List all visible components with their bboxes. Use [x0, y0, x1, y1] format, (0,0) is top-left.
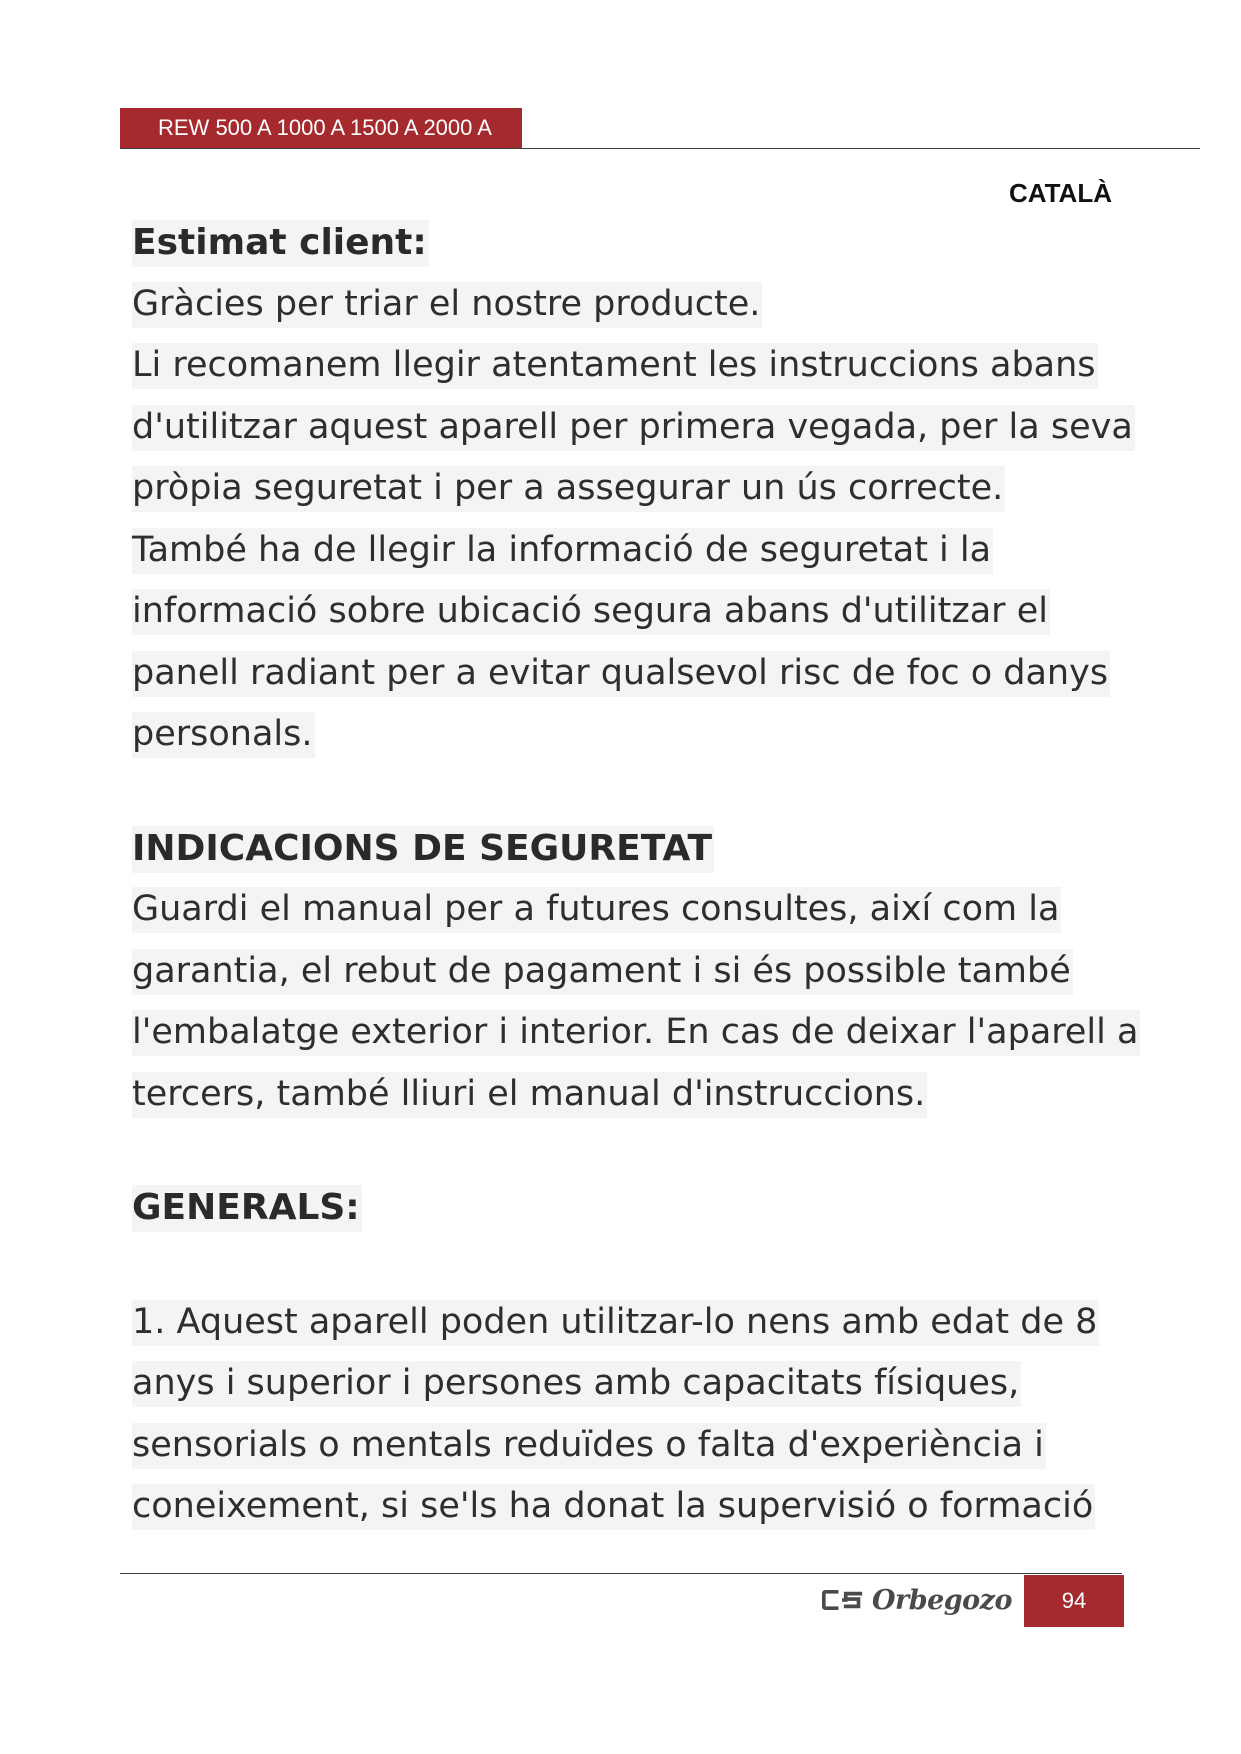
general-line: anys i superior i persones amb capacitats físiques,	[132, 1353, 1021, 1415]
safety-line: Guardi el manual per a futures consultes, així com la	[132, 879, 1061, 941]
intro-line: informació sobre ubicació segura abans d'utilitzar el	[132, 581, 1050, 643]
intro-line: personals.	[132, 704, 315, 766]
intro-line: pròpia seguretat i per a assegurar un ús correcte.	[132, 458, 1005, 520]
footer-divider	[120, 1573, 1122, 1574]
general-line: sensorials o mentals reduïdes o falta d'experiència i	[132, 1415, 1046, 1477]
section-spacer	[132, 766, 1132, 818]
greeting-heading: Estimat client:	[132, 212, 429, 274]
general-line: coneixement, si se'ls ha donat la supervisió o formació	[132, 1476, 1095, 1538]
brand-logo	[822, 1578, 1012, 1622]
document-model-tab: REW 500 A 1000 A 1500 A 2000 A	[120, 108, 522, 148]
general-line: 1. Aquest aparell poden utilitzar-lo nens amb edat de 8	[132, 1292, 1099, 1354]
page-content	[132, 212, 1139, 1538]
brand-name: Orbegozo	[871, 1584, 1012, 1616]
language-label: CATALÀ	[1008, 178, 1112, 208]
section-spacer	[132, 1125, 1132, 1177]
safety-line: garantia, el rebut de pagament i si és possible també	[132, 941, 1073, 1003]
safety-heading: INDICACIONS DE SEGURETAT	[132, 818, 714, 880]
intro-line: Li recomanem llegir atentament les instruccions abans	[132, 335, 1098, 397]
general-heading: GENERALS:	[132, 1177, 362, 1239]
page-number: 94	[1024, 1575, 1124, 1627]
intro-line: d'utilitzar aquest aparell per primera vegada, per la seva	[132, 397, 1135, 459]
section-spacer	[132, 1239, 1132, 1292]
safety-line: l'embalatge exterior i interior. En cas de deixar l'aparell a	[132, 1002, 1140, 1064]
safety-line: tercers, també lliuri el manual d'instruccions.	[132, 1064, 927, 1126]
intro-line: panell radiant per a evitar qualsevol risc de foc o danys	[132, 643, 1110, 705]
intro-line: Gràcies per triar el nostre producte.	[132, 274, 762, 336]
intro-line: També ha de llegir la informació de seguretat i la	[132, 520, 993, 582]
header-divider	[120, 148, 1200, 149]
orbegozo-logo-icon	[822, 1589, 864, 1611]
